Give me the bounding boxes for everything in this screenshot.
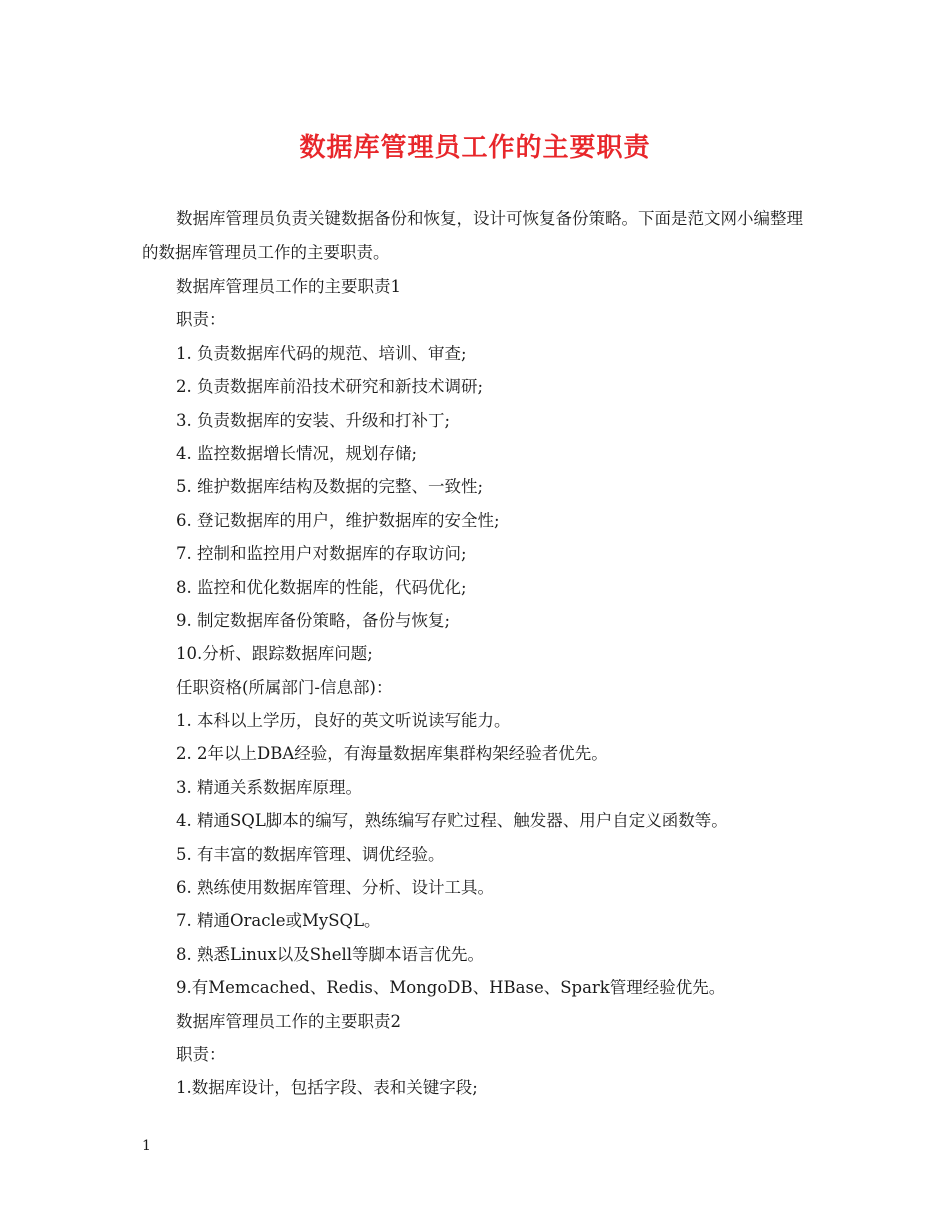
list-item: 6. 熟练使用数据库管理、分析、设计工具。 xyxy=(176,878,494,898)
list-item: 2. 负责数据库前沿技术研究和新技术调研; xyxy=(176,377,484,397)
list-item: 10.分析、跟踪数据库问题; xyxy=(176,644,373,664)
list-item: 4. 精通SQL脚本的编写，熟练编写存贮过程、触发器、用户自定义函数等。 xyxy=(176,811,728,831)
document-title: 数据库管理员工作的主要职责 xyxy=(299,133,651,163)
section-heading-1: 数据库管理员工作的主要职责1 xyxy=(176,277,401,296)
list-item: 1. 本科以上学历，良好的英文听说读写能力。 xyxy=(176,711,511,731)
list-item: 4. 监控数据增长情况，规划存储; xyxy=(176,443,418,463)
list-item: 8. 监控和优化数据库的性能，代码优化; xyxy=(176,577,467,597)
list-item: 7. 控制和监控用户对数据库的存取访问; xyxy=(176,544,467,564)
list-item: 9.有Memcached、Redis、MongoDB、HBase、Spark管理经验优先。 xyxy=(176,978,726,998)
section-heading-2: 数据库管理员工作的主要职责2 xyxy=(176,1011,401,1031)
subheading-duties: 职责： xyxy=(176,1044,226,1064)
list-item: 5. 维护数据库结构及数据的完整、一致性; xyxy=(176,477,484,497)
subheading-qualifications: 任职资格(所属部门-信息部)： xyxy=(176,677,393,697)
list-item: 3. 负责数据库的安装、升级和打补丁; xyxy=(176,410,451,430)
list-item: 8. 熟悉Linux以及Shell等脚本语言优先。 xyxy=(176,944,485,964)
list-item: 6. 登记数据库的用户，维护数据库的安全性; xyxy=(176,510,500,530)
subheading-duties: 职责： xyxy=(176,310,226,330)
list-item: 3. 精通关系数据库原理。 xyxy=(176,777,362,797)
list-item: 9. 制定数据库备份策略，备份与恢复; xyxy=(176,610,451,630)
content-lines xyxy=(142,270,814,1105)
list-item: 5. 有丰富的数据库管理、调优经验。 xyxy=(176,844,445,864)
list-item: 1.数据库设计，包括字段、表和关键字段; xyxy=(176,1078,478,1098)
list-item: 1. 负责数据库代码的规范、培训、审查; xyxy=(176,343,467,363)
list-item: 7. 精通Oracle或MySQL。 xyxy=(176,911,381,931)
list-item: 2. 2年以上DBA经验，有海量数据库集群构架经验者优先。 xyxy=(176,744,608,764)
page-number: 1 xyxy=(142,1138,151,1154)
intro-paragraph: 数据库管理员负责关键数据备份和恢复，设计可恢复备份策略。下面是范文网小编整理的数据库管理员工作的主要职责。 xyxy=(142,209,803,262)
document-body xyxy=(142,202,814,1105)
